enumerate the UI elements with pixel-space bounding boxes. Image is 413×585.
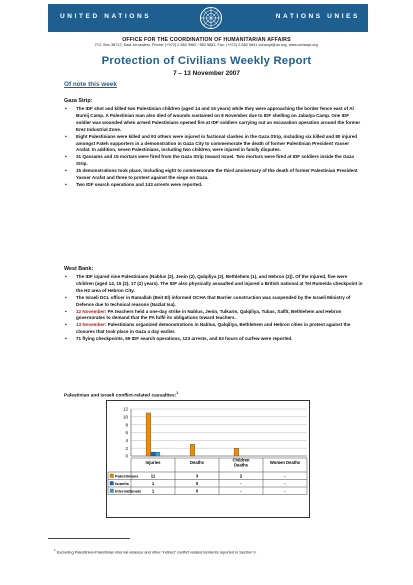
data-value-label: 3 bbox=[195, 473, 199, 479]
data-value-label: 1 bbox=[151, 480, 155, 486]
west-bank-item-text: 71 flying checkpoints, 59 IDF search operations, 123 arrests, and 53 hours of curfew were reported. bbox=[76, 336, 293, 342]
bar-palestinians bbox=[190, 444, 195, 456]
west-bank-list bbox=[64, 274, 364, 343]
un-emblem-icon bbox=[198, 5, 224, 31]
gaza-item: ▪ Eight Palestinians were killed and 93 others were injured in factional clashes in the Gaza Strip, including six killed and 80 injured amongst Fateh supporters in a demonstration in Gaza City to commemorate the death of former Palestinian President Yasser Arafat. In addition, seven Palestinians, including two children, were injured in family disputes. bbox=[64, 134, 364, 155]
west-bank-item bbox=[64, 274, 364, 295]
data-value-label: - bbox=[284, 473, 286, 479]
footnote-reference: 1 bbox=[176, 391, 179, 395]
data-value-label: 0 bbox=[195, 480, 199, 486]
bar-internationals bbox=[155, 452, 160, 456]
legend-swatch bbox=[110, 482, 114, 486]
footnote-mark: 1 bbox=[54, 548, 56, 552]
y-tick-label: 0 bbox=[125, 453, 128, 459]
section-heading-of-note: Of note this week bbox=[64, 81, 117, 88]
bar-palestinians bbox=[234, 448, 239, 456]
legend-swatch bbox=[110, 474, 114, 478]
legend-label: Israelis bbox=[115, 480, 129, 486]
office-name: OFFICE FOR THE COORDINATION OF HUMANITARIAN AFFAIRS bbox=[122, 37, 291, 43]
report-date-range: 7 – 13 November 2007 bbox=[173, 70, 240, 77]
y-tick-label: 8 bbox=[125, 422, 128, 428]
data-value-label: - bbox=[240, 488, 242, 494]
casualties-chart bbox=[106, 400, 310, 518]
legend-label: Internationals bbox=[115, 488, 142, 494]
west-bank-item-text: The IDF injured nine Palestinians (Nablus (2), Jenin (2), Qalqiliya (2), Bethlehem (1), and Hebron (2)). Of the injured, five were children (aged 14, 15 (2), 17 (2) years). The IDF also physically assaulted and injured a British national at Tel Rumeida checkpoint in the H2 area of Hebron City. bbox=[76, 274, 363, 293]
data-value-label: - bbox=[240, 480, 242, 486]
legend-label: Palestinians bbox=[115, 473, 139, 479]
west-bank-item bbox=[64, 322, 364, 336]
gaza-item: ▪ 31 Qassams and 15 mortars were fired from the Gaza Strip toward Israel. Two mortars were fired at IDF soldiers inside the Gaza Strip. bbox=[64, 154, 364, 168]
west-bank-item bbox=[64, 295, 364, 309]
y-tick-label: 4 bbox=[125, 437, 128, 443]
bar-israelis bbox=[151, 452, 156, 456]
west-bank-item bbox=[64, 309, 364, 323]
casualties-chart-svg bbox=[107, 401, 311, 519]
west-bank-item-text: The Israeli DCL officer in Ramallah (Beit El) informed OCHA that Barrier construction was suspended by the Israeli Ministry of Defence due to technical reasons (Nazlat Isa). bbox=[76, 294, 351, 307]
y-tick-label: 2 bbox=[125, 445, 128, 451]
x-category-label: Deaths bbox=[234, 462, 248, 468]
data-value-label: 11 bbox=[150, 473, 156, 479]
office-address: P.O. Box 38712, East Jerusalem, Phone: (+972) 2-582 9962 / 582 5853, Fax: (+972) 2-582 5841 ochaopt@un.org, www.ochaopt.org bbox=[95, 43, 318, 47]
west-bank-item-text: : PA teachers held a one-day strike in Nablus, Jenin, Tulkarm, Qalqiliya, Tubas, Salfit, Bethlehem and Hebron governorates to demand that the PA fulfil its obligations toward teachers. bbox=[76, 308, 342, 321]
gaza-item: ▪ Two IDF search operations and 143 arrests were reported. bbox=[64, 182, 364, 189]
bar-palestinians bbox=[146, 413, 151, 456]
org-name-english: UNITED NATIONS bbox=[60, 13, 152, 20]
footnote-divider bbox=[48, 538, 130, 539]
west-bank-item bbox=[64, 336, 364, 343]
report-title: Protection of Civilians Weekly Report bbox=[101, 55, 312, 67]
gaza-strip-list bbox=[64, 106, 364, 189]
data-value-label: - bbox=[284, 480, 286, 486]
data-value-label: 2 bbox=[239, 473, 243, 479]
x-category-label: Children bbox=[232, 457, 250, 463]
data-value-label: 0 bbox=[195, 488, 199, 494]
footnote bbox=[54, 548, 257, 554]
gaza-item: ▪ 15 demonstrations took place, including eight to commemorate the third anniversary of the death of former Palestinian President Yasser Arafat and three to protest against the siege on Gaza. bbox=[64, 168, 364, 182]
x-category-label: Women Deaths bbox=[269, 460, 301, 465]
org-name-french: NATIONS UNIES bbox=[275, 13, 360, 20]
y-tick-label: 6 bbox=[125, 430, 128, 436]
y-tick-label: 10 bbox=[122, 414, 128, 420]
gaza-item: ▪ The IDF shot and killed two Palestinian children (aged 14 and 15 years) while they were approaching the border fence east of Al Bureij Camp. A Palestinian man also died of wounds sustained on 8 November due to IDF shelling on Jabalya Camp. One IDF soldier was wounded when armed Palestinians opened fire at IDF soldiers carrying out an excavation operation around the former Erez Industrial Zone. bbox=[64, 106, 364, 134]
x-category-label: Injuries bbox=[145, 460, 161, 465]
casualties-chart-title bbox=[64, 391, 178, 399]
west-bank-item-date: 12 November bbox=[76, 308, 105, 314]
west-bank-item-text: : Palestinians organized demonstrations in Nablus, Qalqiliya, Bethlehem and Hebron cities in protest against the closures that took place in Gaza a day earlier. bbox=[76, 322, 351, 335]
data-value-label: - bbox=[284, 488, 286, 494]
legend-swatch bbox=[110, 489, 114, 493]
data-value-label: 1 bbox=[151, 488, 155, 494]
footnote-text: Excluding Palestinian-Palestinian internal violence and other 'indirect' conflict related incidents reported in Section 9. bbox=[56, 549, 257, 555]
x-category-label: Deaths bbox=[190, 460, 204, 465]
west-bank-item-date: 13 November bbox=[76, 322, 105, 328]
y-tick-label: 12 bbox=[122, 406, 128, 412]
west-bank-heading: West Bank: bbox=[64, 266, 94, 272]
gaza-strip-heading: Gaza Strip: bbox=[64, 98, 93, 104]
casualties-heading-text: Palestinian and Israeli conflict-related casualties: bbox=[64, 393, 177, 399]
un-header-banner bbox=[48, 4, 368, 32]
